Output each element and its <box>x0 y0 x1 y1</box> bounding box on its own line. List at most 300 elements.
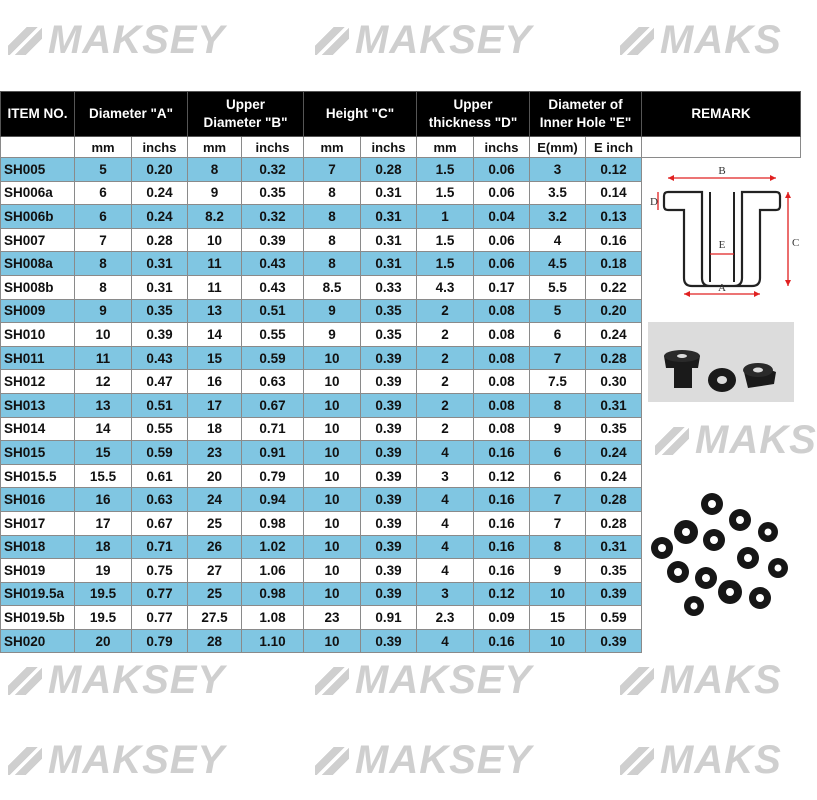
cell-b-mm: 14 <box>188 323 242 347</box>
cell-b-mm: 16 <box>188 370 242 394</box>
arrow-icon <box>754 291 760 297</box>
cell-item-no: SH013 <box>1 393 75 417</box>
cell-e-inch: 0.14 <box>586 181 642 205</box>
cell-c-inch: 0.35 <box>361 299 417 323</box>
cell-c-inch: 0.39 <box>361 346 417 370</box>
cell-e-mm: 10 <box>530 582 586 606</box>
cell-e-mm: 3.2 <box>530 205 586 229</box>
cell-c-mm: 10 <box>304 582 361 606</box>
cell-e-inch: 0.12 <box>586 158 642 182</box>
cell-b-mm: 9 <box>188 181 242 205</box>
cell-a-inch: 0.51 <box>132 393 188 417</box>
cell-d-mm: 2 <box>417 417 474 441</box>
cell-b-mm: 28 <box>188 629 242 653</box>
cell-c-inch: 0.91 <box>361 606 417 630</box>
cell-a-inch: 0.61 <box>132 464 188 488</box>
cell-item-no: SH005 <box>1 158 75 182</box>
remark-cell <box>642 417 801 441</box>
cell-d-inch: 0.06 <box>474 228 530 252</box>
cell-a-inch: 0.28 <box>132 228 188 252</box>
cell-c-inch: 0.39 <box>361 370 417 394</box>
cell-b-inch: 1.08 <box>242 606 304 630</box>
cell-d-inch: 0.06 <box>474 158 530 182</box>
cell-e-mm: 7 <box>530 346 586 370</box>
cell-e-inch: 0.20 <box>586 299 642 323</box>
unit-b-mm: mm <box>188 137 242 158</box>
unit-c-mm: mm <box>304 137 361 158</box>
cell-a-mm: 9 <box>75 299 132 323</box>
cell-d-inch: 0.06 <box>474 252 530 276</box>
cell-d-inch: 0.08 <box>474 393 530 417</box>
cell-b-mm: 26 <box>188 535 242 559</box>
cell-item-no: SH019 <box>1 559 75 583</box>
remark-cell <box>642 441 801 465</box>
cell-c-mm: 9 <box>304 323 361 347</box>
unit-e-inch: E inch <box>586 137 642 158</box>
cell-c-inch: 0.39 <box>361 464 417 488</box>
grommet-icon <box>703 529 725 551</box>
cell-e-mm: 3 <box>530 158 586 182</box>
cell-a-inch: 0.39 <box>132 323 188 347</box>
watermark: MAKS <box>655 418 817 463</box>
grommet-icon <box>684 596 704 616</box>
grommet-photo-pile <box>648 488 794 620</box>
cell-c-inch: 0.31 <box>361 252 417 276</box>
cell-b-inch: 0.51 <box>242 299 304 323</box>
cell-d-inch: 0.06 <box>474 181 530 205</box>
cell-b-mm: 11 <box>188 275 242 299</box>
arrow-icon <box>684 291 690 297</box>
grommet-icon <box>729 509 751 531</box>
cell-b-mm: 13 <box>188 299 242 323</box>
cell-b-inch: 0.43 <box>242 252 304 276</box>
cell-d-mm: 4 <box>417 629 474 653</box>
cell-c-mm: 10 <box>304 417 361 441</box>
col-header-item-no: ITEM NO. <box>1 92 75 137</box>
watermark: MAKSEY <box>315 18 532 63</box>
unit-blank <box>1 137 75 158</box>
cell-e-inch: 0.28 <box>586 488 642 512</box>
cell-e-mm: 7 <box>530 511 586 535</box>
cell-a-inch: 0.77 <box>132 582 188 606</box>
grommet-icon <box>701 493 723 515</box>
cell-e-mm: 8 <box>530 535 586 559</box>
unit-row <box>1 137 801 158</box>
cell-a-inch: 0.63 <box>132 488 188 512</box>
remark-unit-blank <box>642 137 801 158</box>
cell-d-mm: 3 <box>417 464 474 488</box>
cell-e-inch: 0.39 <box>586 582 642 606</box>
arrow-icon <box>770 175 776 181</box>
cell-item-no: SH015.5 <box>1 464 75 488</box>
cell-c-inch: 0.39 <box>361 488 417 512</box>
cell-c-inch: 0.28 <box>361 158 417 182</box>
cell-a-inch: 0.24 <box>132 205 188 229</box>
grommet-icon <box>737 547 759 569</box>
cell-b-inch: 0.71 <box>242 417 304 441</box>
cell-c-mm: 10 <box>304 511 361 535</box>
cell-d-mm: 4 <box>417 441 474 465</box>
cell-a-mm: 16 <box>75 488 132 512</box>
unit-d-mm: mm <box>417 137 474 158</box>
unit-d-inch: inchs <box>474 137 530 158</box>
watermark: MAKSEY <box>8 738 225 783</box>
cell-c-inch: 0.39 <box>361 535 417 559</box>
cell-d-inch: 0.12 <box>474 464 530 488</box>
cell-item-no: SH014 <box>1 417 75 441</box>
cell-a-mm: 6 <box>75 181 132 205</box>
cell-c-mm: 10 <box>304 464 361 488</box>
cell-e-mm: 3.5 <box>530 181 586 205</box>
cell-c-inch: 0.35 <box>361 323 417 347</box>
cell-c-inch: 0.39 <box>361 559 417 583</box>
cell-c-mm: 7 <box>304 158 361 182</box>
cell-d-inch: 0.08 <box>474 346 530 370</box>
cell-d-mm: 2 <box>417 393 474 417</box>
cell-d-mm: 1.5 <box>417 252 474 276</box>
cell-e-inch: 0.24 <box>586 441 642 465</box>
grommet-dimension-diagram <box>648 160 800 300</box>
cell-a-inch: 0.77 <box>132 606 188 630</box>
cell-b-mm: 24 <box>188 488 242 512</box>
cell-e-mm: 7.5 <box>530 370 586 394</box>
cell-d-mm: 2 <box>417 370 474 394</box>
cell-d-inch: 0.16 <box>474 559 530 583</box>
cell-c-inch: 0.39 <box>361 629 417 653</box>
cell-b-mm: 20 <box>188 464 242 488</box>
arrow-icon <box>668 175 674 181</box>
brand-mark-icon <box>8 27 42 55</box>
cell-e-mm: 10 <box>530 629 586 653</box>
header-row <box>1 92 801 137</box>
cell-a-inch: 0.20 <box>132 158 188 182</box>
cell-d-inch: 0.08 <box>474 417 530 441</box>
cell-b-inch: 0.79 <box>242 464 304 488</box>
cell-e-inch: 0.24 <box>586 323 642 347</box>
cell-c-inch: 0.39 <box>361 582 417 606</box>
col-header-upper-thickness-d: Upper thickness "D" <box>417 92 530 137</box>
cell-d-inch: 0.16 <box>474 629 530 653</box>
cell-b-inch: 0.55 <box>242 323 304 347</box>
cell-e-mm: 6 <box>530 441 586 465</box>
remark-cell <box>642 464 801 488</box>
cell-c-mm: 9 <box>304 299 361 323</box>
table-row <box>1 441 801 465</box>
grommet-icon <box>768 558 788 578</box>
grommet-icon <box>695 567 717 589</box>
watermark: MAKSEY <box>8 18 225 63</box>
dimension-b-label: B <box>718 165 726 177</box>
grommet-icon <box>758 522 778 542</box>
cell-e-mm: 5 <box>530 299 586 323</box>
cell-item-no: SH006a <box>1 181 75 205</box>
dimension-a-label: A <box>718 282 726 294</box>
brand-mark-icon <box>620 667 654 695</box>
cell-a-mm: 17 <box>75 511 132 535</box>
cell-c-mm: 10 <box>304 441 361 465</box>
cell-d-mm: 3 <box>417 582 474 606</box>
cell-e-mm: 15 <box>530 606 586 630</box>
cell-c-mm: 8 <box>304 181 361 205</box>
cell-e-inch: 0.35 <box>586 417 642 441</box>
cell-c-mm: 10 <box>304 488 361 512</box>
table-row <box>1 299 801 323</box>
cell-b-mm: 10 <box>188 228 242 252</box>
cell-c-mm: 8 <box>304 252 361 276</box>
table-row <box>1 464 801 488</box>
cell-d-inch: 0.08 <box>474 370 530 394</box>
cell-e-inch: 0.13 <box>586 205 642 229</box>
cell-e-inch: 0.31 <box>586 535 642 559</box>
cell-c-mm: 8 <box>304 228 361 252</box>
cell-b-mm: 17 <box>188 393 242 417</box>
arrow-icon <box>785 280 791 286</box>
cell-a-mm: 15 <box>75 441 132 465</box>
cell-a-inch: 0.31 <box>132 275 188 299</box>
watermark: MAKSEY <box>8 658 225 703</box>
cell-b-mm: 27 <box>188 559 242 583</box>
cell-b-inch: 0.43 <box>242 275 304 299</box>
cell-a-mm: 7 <box>75 228 132 252</box>
cell-e-inch: 0.31 <box>586 393 642 417</box>
cell-e-inch: 0.35 <box>586 559 642 583</box>
cell-b-mm: 25 <box>188 511 242 535</box>
cell-a-inch: 0.35 <box>132 299 188 323</box>
cell-a-mm: 6 <box>75 205 132 229</box>
watermark: MAKS <box>620 658 782 703</box>
cell-a-mm: 19 <box>75 559 132 583</box>
cell-c-mm: 10 <box>304 559 361 583</box>
cell-e-mm: 8 <box>530 393 586 417</box>
col-header-height-c: Height "C" <box>304 92 417 137</box>
cell-b-inch: 0.67 <box>242 393 304 417</box>
cell-d-inch: 0.16 <box>474 535 530 559</box>
cell-e-mm: 4.5 <box>530 252 586 276</box>
cell-item-no: SH018 <box>1 535 75 559</box>
cell-e-inch: 0.28 <box>586 511 642 535</box>
cell-c-inch: 0.39 <box>361 393 417 417</box>
grommet-icon <box>743 363 776 388</box>
cell-b-inch: 1.06 <box>242 559 304 583</box>
cell-a-mm: 19.5 <box>75 582 132 606</box>
remark-cell <box>642 629 801 653</box>
cell-d-mm: 1.5 <box>417 228 474 252</box>
cell-e-mm: 5.5 <box>530 275 586 299</box>
grommet-icon <box>718 580 742 604</box>
brand-mark-icon <box>315 667 349 695</box>
brand-mark-icon <box>8 667 42 695</box>
cell-item-no: SH020 <box>1 629 75 653</box>
cell-b-inch: 0.94 <box>242 488 304 512</box>
cell-e-mm: 7 <box>530 488 586 512</box>
cell-d-inch: 0.08 <box>474 323 530 347</box>
grommet-icon <box>667 561 689 583</box>
cell-d-mm: 4 <box>417 511 474 535</box>
cell-d-inch: 0.12 <box>474 582 530 606</box>
cell-b-mm: 11 <box>188 252 242 276</box>
cell-a-inch: 0.24 <box>132 181 188 205</box>
cell-e-inch: 0.24 <box>586 464 642 488</box>
grommet-photo-small <box>648 322 794 402</box>
cell-c-mm: 8.5 <box>304 275 361 299</box>
col-header-diameter-a: Diameter "A" <box>75 92 188 137</box>
cell-item-no: SH017 <box>1 511 75 535</box>
cell-d-inch: 0.17 <box>474 275 530 299</box>
grommet-icon <box>674 520 698 544</box>
cell-c-inch: 0.31 <box>361 181 417 205</box>
cell-e-mm: 9 <box>530 417 586 441</box>
cell-c-inch: 0.39 <box>361 417 417 441</box>
cell-d-mm: 4 <box>417 488 474 512</box>
cell-item-no: SH019.5a <box>1 582 75 606</box>
unit-b-inch: inchs <box>242 137 304 158</box>
brand-mark-icon <box>8 747 42 775</box>
cell-item-no: SH019.5b <box>1 606 75 630</box>
col-header-upper-diameter-b: Upper Diameter "B" <box>188 92 304 137</box>
cell-c-inch: 0.33 <box>361 275 417 299</box>
brand-mark-icon <box>315 27 349 55</box>
cell-a-inch: 0.55 <box>132 417 188 441</box>
cell-d-mm: 1.5 <box>417 181 474 205</box>
cell-c-inch: 0.39 <box>361 511 417 535</box>
cell-item-no: SH008a <box>1 252 75 276</box>
cell-c-inch: 0.31 <box>361 228 417 252</box>
watermark: MAKSEY <box>315 738 532 783</box>
cell-e-mm: 9 <box>530 559 586 583</box>
cell-b-mm: 8 <box>188 158 242 182</box>
cell-d-mm: 4 <box>417 535 474 559</box>
cell-d-mm: 2 <box>417 323 474 347</box>
cell-e-inch: 0.59 <box>586 606 642 630</box>
cell-d-mm: 1 <box>417 205 474 229</box>
cell-item-no: SH011 <box>1 346 75 370</box>
cell-e-mm: 4 <box>530 228 586 252</box>
cell-a-inch: 0.79 <box>132 629 188 653</box>
cell-c-mm: 10 <box>304 393 361 417</box>
arrow-icon <box>785 192 791 198</box>
cell-item-no: SH015 <box>1 441 75 465</box>
cell-item-no: SH009 <box>1 299 75 323</box>
cell-a-mm: 14 <box>75 417 132 441</box>
cell-b-inch: 0.98 <box>242 582 304 606</box>
cell-b-mm: 18 <box>188 417 242 441</box>
cell-a-inch: 0.43 <box>132 346 188 370</box>
cell-a-mm: 5 <box>75 158 132 182</box>
watermark: MAKSEY <box>315 658 532 703</box>
cell-d-inch: 0.04 <box>474 205 530 229</box>
cell-e-inch: 0.30 <box>586 370 642 394</box>
cell-a-mm: 19.5 <box>75 606 132 630</box>
brand-mark-icon <box>620 27 654 55</box>
cell-c-mm: 10 <box>304 370 361 394</box>
remark-cell <box>642 299 801 323</box>
cell-b-inch: 0.32 <box>242 158 304 182</box>
cell-e-inch: 0.39 <box>586 629 642 653</box>
unit-a-inch: inchs <box>132 137 188 158</box>
col-header-remark: REMARK <box>642 92 801 137</box>
cell-e-mm: 6 <box>530 464 586 488</box>
cell-a-mm: 8 <box>75 252 132 276</box>
cell-a-inch: 0.71 <box>132 535 188 559</box>
col-header-inner-hole-e: Diameter of Inner Hole "E" <box>530 92 642 137</box>
cell-b-mm: 15 <box>188 346 242 370</box>
cell-d-inch: 0.16 <box>474 441 530 465</box>
cell-b-inch: 0.91 <box>242 441 304 465</box>
cell-b-inch: 0.39 <box>242 228 304 252</box>
brand-mark-icon <box>315 747 349 775</box>
cell-a-inch: 0.47 <box>132 370 188 394</box>
cell-a-mm: 10 <box>75 323 132 347</box>
cell-a-inch: 0.59 <box>132 441 188 465</box>
cell-e-inch: 0.22 <box>586 275 642 299</box>
table-row <box>1 629 801 653</box>
cell-b-inch: 0.63 <box>242 370 304 394</box>
cell-d-mm: 4.3 <box>417 275 474 299</box>
cell-b-mm: 8.2 <box>188 205 242 229</box>
cell-c-mm: 10 <box>304 535 361 559</box>
unit-a-mm: mm <box>75 137 132 158</box>
watermark: MAKS <box>620 738 782 783</box>
cell-a-mm: 8 <box>75 275 132 299</box>
grommet-icon <box>708 368 736 392</box>
cell-item-no: SH010 <box>1 323 75 347</box>
table-row <box>1 417 801 441</box>
cell-item-no: SH012 <box>1 370 75 394</box>
dimension-c-label: C <box>792 237 800 249</box>
cell-d-inch: 0.09 <box>474 606 530 630</box>
unit-c-inch: inchs <box>361 137 417 158</box>
cell-d-inch: 0.08 <box>474 299 530 323</box>
cell-b-inch: 1.02 <box>242 535 304 559</box>
cell-item-no: SH008b <box>1 275 75 299</box>
cell-d-mm: 2 <box>417 346 474 370</box>
grommet-icon <box>749 587 771 609</box>
cell-e-inch: 0.16 <box>586 228 642 252</box>
cell-e-mm: 6 <box>530 323 586 347</box>
cell-a-mm: 18 <box>75 535 132 559</box>
cell-c-mm: 23 <box>304 606 361 630</box>
dimension-d-label: D <box>650 196 658 208</box>
cell-a-inch: 0.31 <box>132 252 188 276</box>
watermark: MAKS <box>620 18 782 63</box>
cell-a-mm: 13 <box>75 393 132 417</box>
cell-a-mm: 12 <box>75 370 132 394</box>
grommet-icon <box>651 537 673 559</box>
unit-e-mm: E(mm) <box>530 137 586 158</box>
cell-d-mm: 1.5 <box>417 158 474 182</box>
cell-b-inch: 0.98 <box>242 511 304 535</box>
cell-d-mm: 2 <box>417 299 474 323</box>
cell-c-inch: 0.39 <box>361 441 417 465</box>
cell-d-mm: 4 <box>417 559 474 583</box>
cell-item-no: SH007 <box>1 228 75 252</box>
cell-b-mm: 23 <box>188 441 242 465</box>
cell-a-inch: 0.75 <box>132 559 188 583</box>
cell-c-inch: 0.31 <box>361 205 417 229</box>
dimension-e-label: E <box>718 239 726 251</box>
cell-e-inch: 0.18 <box>586 252 642 276</box>
cell-b-mm: 25 <box>188 582 242 606</box>
cell-e-inch: 0.28 <box>586 346 642 370</box>
cell-b-inch: 0.59 <box>242 346 304 370</box>
cell-a-mm: 11 <box>75 346 132 370</box>
cell-d-inch: 0.16 <box>474 511 530 535</box>
cell-item-no: SH006b <box>1 205 75 229</box>
cell-a-inch: 0.67 <box>132 511 188 535</box>
cell-d-inch: 0.16 <box>474 488 530 512</box>
cell-c-mm: 10 <box>304 629 361 653</box>
brand-mark-icon <box>620 747 654 775</box>
